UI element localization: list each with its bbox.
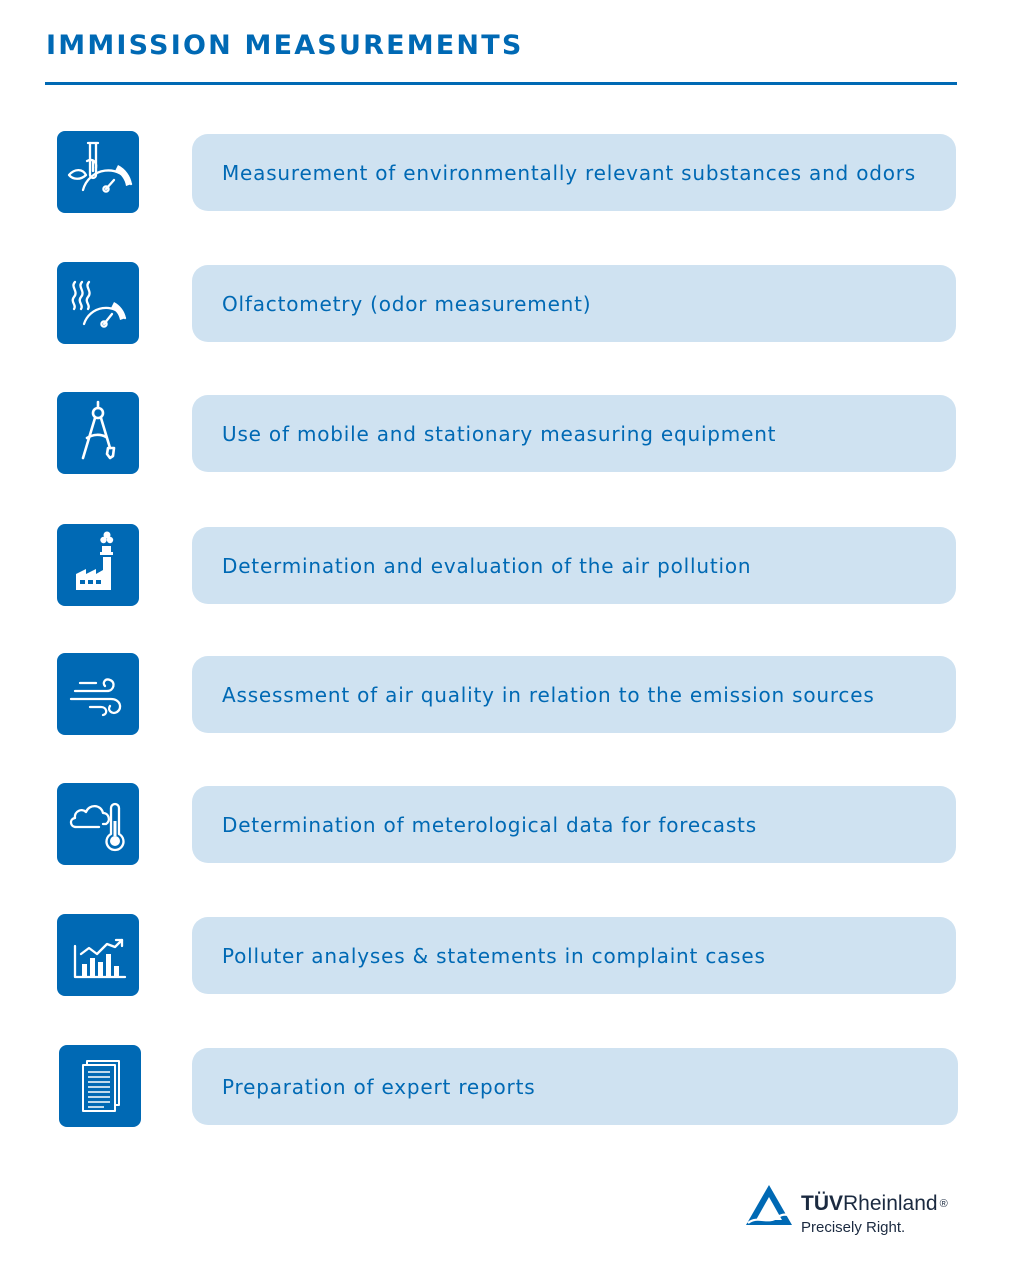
service-row	[0, 524, 1024, 606]
service-pill	[192, 395, 956, 472]
bar-chart-trend-icon	[57, 914, 139, 996]
service-row	[0, 1045, 1024, 1127]
service-row	[0, 653, 1024, 735]
factory-smoke-icon	[57, 524, 139, 606]
wind-icon	[57, 653, 139, 735]
service-pill	[192, 656, 956, 733]
compass-tool-icon	[57, 392, 139, 474]
brand-tagline: Precisely Right.	[801, 1219, 906, 1236]
service-label: Assessment of air quality in relation to the emission sources	[222, 682, 875, 707]
odor-gauge-icon	[57, 262, 139, 344]
brand-name-bold: TÜV	[801, 1192, 843, 1215]
service-pill	[192, 786, 956, 863]
tuv-triangle-logo-icon	[744, 1183, 794, 1227]
service-row	[0, 392, 1024, 474]
brand-name-regular: Rheinland	[843, 1192, 938, 1215]
service-label: Olfactometry (odor measurement)	[222, 291, 592, 316]
service-pill	[192, 527, 956, 604]
brand-footer	[744, 1180, 994, 1242]
documents-icon	[59, 1045, 141, 1127]
service-row	[0, 262, 1024, 344]
service-pill	[192, 265, 956, 342]
page-title: IMMISSION MEASUREMENTS	[46, 30, 524, 61]
service-row	[0, 783, 1024, 865]
service-label: Preparation of expert reports	[222, 1074, 536, 1099]
service-label: Polluter analyses & statements in complaint cases	[222, 943, 766, 968]
title-divider	[45, 82, 957, 85]
service-row	[0, 914, 1024, 996]
brand-name	[801, 1192, 948, 1216]
cloud-thermometer-icon	[57, 783, 139, 865]
service-label: Measurement of environmentally relevant substances and odors	[222, 160, 917, 185]
service-label: Use of mobile and stationary measuring equipment	[222, 421, 777, 446]
service-row	[0, 131, 1024, 213]
registered-mark: ®	[939, 1198, 948, 1210]
service-pill	[192, 134, 956, 211]
service-pill	[192, 917, 956, 994]
service-label: Determination of meterological data for forecasts	[222, 812, 757, 837]
service-label: Determination and evaluation of the air pollution	[222, 553, 752, 578]
flask-plant-gauge-icon	[57, 131, 139, 213]
service-pill	[192, 1048, 958, 1125]
